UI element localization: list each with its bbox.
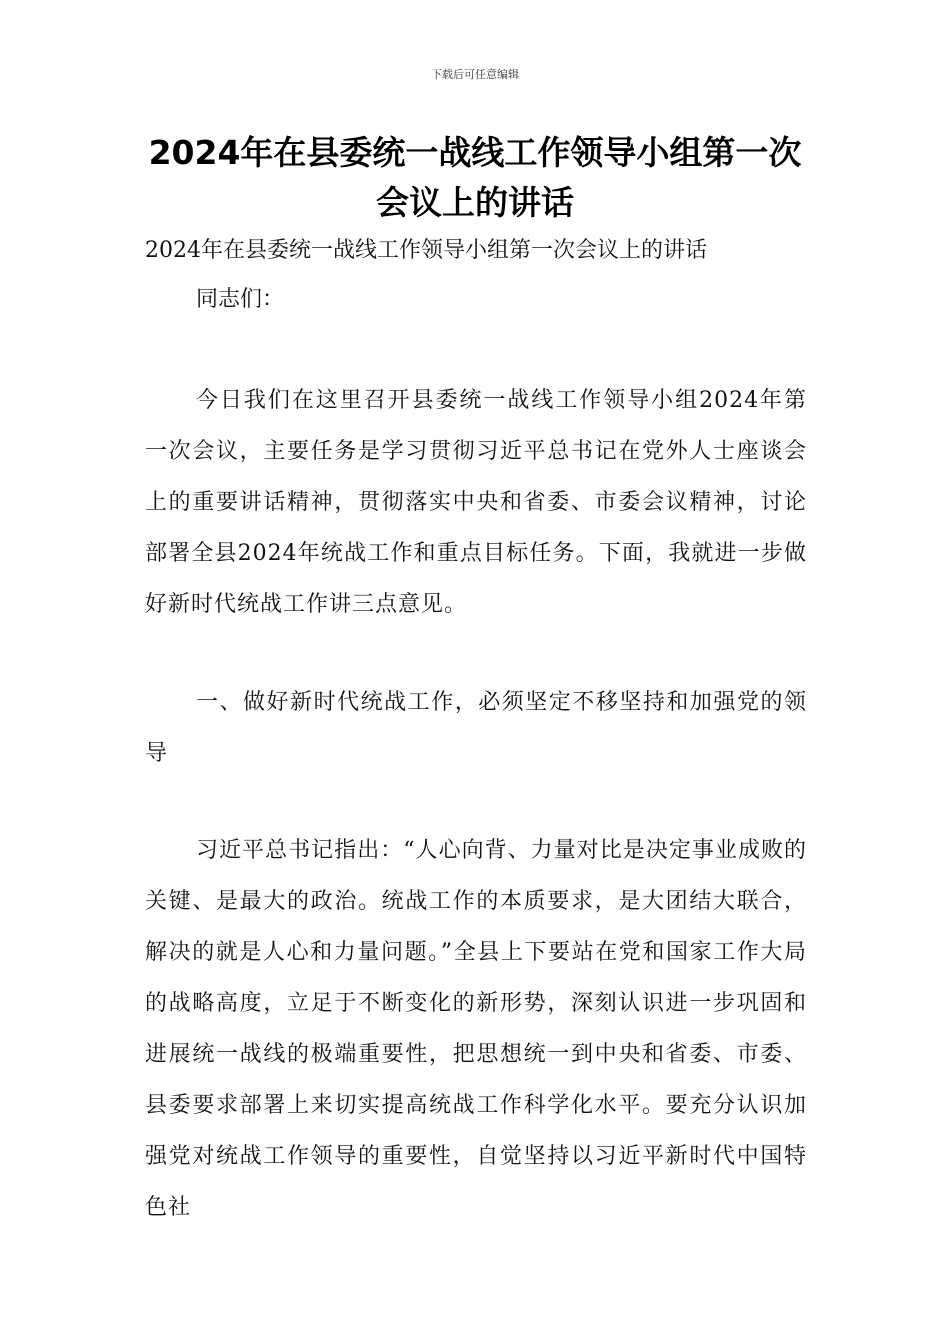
document-subtitle: 2024年在县委统一战线工作领导小组第一次会议上的讲话 — [145, 238, 707, 263]
greeting: 同志们： — [196, 287, 285, 312]
paragraph-opening: 今日我们在这里召开县委统一战线工作领导小组2024年第一次会议，主要任务是学习贯彻习近平总书记在党外人士座谈会上的重要讲话精神，贯彻落实中央和省委、市委会议精神，讨论部署全县2024年统战工作和重点目标任务。下面，我就进一步做好新时代统战工作讲三点意见。 — [145, 388, 807, 617]
header-note: 下载后可任意编辑 — [431, 68, 519, 81]
paragraph-section-one: 习近平总书记指出：“人心向背、力量对比是决定事业成败的关键、是最大的政治。统战工作的本质要求，是大团结大联合，解决的就是人心和力量问题。”全县上下要站在党和国家工作大局的战略高度，立足于不断变化的新形势，深刻认识进一步巩固和进展统一战线的极端重要性，把思想统一到中央和省委、市委、县委要求部署上来切实提高统战工作科学化水平。要充分认识加强党对统战工作领导的重要性，自觉坚持以习近平新时代中国特色社 — [145, 838, 807, 1220]
section-heading-one: 一、做好新时代统战工作，必须坚定不移坚持和加强党的领导 — [145, 690, 807, 766]
document-title: 2024年在县委统一战线工作领导小组第一次会议上的讲话 — [148, 133, 802, 222]
